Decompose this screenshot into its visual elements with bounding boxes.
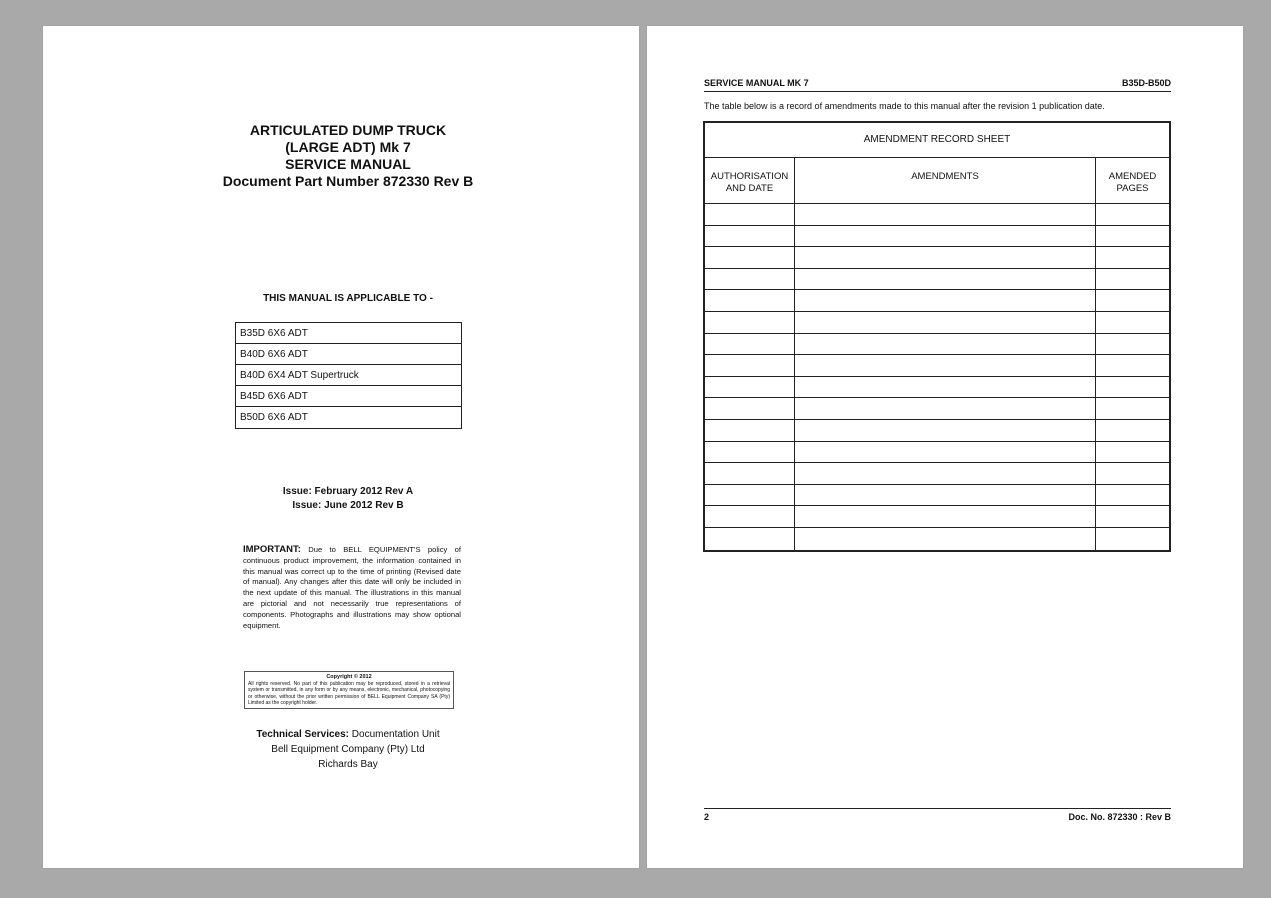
table-row [705, 204, 1169, 226]
table-row [705, 442, 1169, 464]
authorisation-cell [705, 463, 795, 484]
pages-cell [1096, 226, 1169, 247]
page-footer [704, 808, 1171, 822]
pages-cell [1096, 398, 1169, 419]
authorisation-cell [705, 312, 795, 333]
amendments-cell [795, 485, 1096, 506]
applicable-heading: THIS MANUAL IS APPLICABLE TO - [263, 293, 433, 304]
col-authorisation-header: AUTHORISATION AND DATE [705, 158, 795, 203]
pages-cell [1096, 247, 1169, 268]
authorisation-cell [705, 247, 795, 268]
amendments-cell [795, 398, 1096, 419]
authorisation-cell [705, 290, 795, 311]
authorisation-cell [705, 355, 795, 376]
authorisation-cell [705, 204, 795, 225]
amendments-cell [795, 290, 1096, 311]
table-row [705, 420, 1169, 442]
authorisation-cell [705, 398, 795, 419]
issue-line: Issue: February 2012 Rev A [282, 486, 414, 497]
pages-cell [1096, 204, 1169, 225]
copyright-title: Copyright © 2012 [326, 674, 372, 680]
tech-line [43, 727, 653, 742]
amendments-cell [795, 334, 1096, 355]
amendments-cell [795, 247, 1096, 268]
cover-page [43, 26, 639, 868]
table-header-row [705, 158, 1169, 204]
pages-cell [1096, 377, 1169, 398]
authorisation-cell [705, 506, 795, 527]
table-row [705, 463, 1169, 485]
tech-location: Richards Bay [318, 759, 378, 770]
col-pages-header: AMENDED PAGES [1108, 171, 1157, 194]
table-row [705, 269, 1169, 291]
amendments-cell [795, 528, 1096, 550]
table-row [705, 528, 1169, 550]
table-row [705, 377, 1169, 399]
table-title: AMENDMENT RECORD SHEET [705, 123, 1169, 158]
page-number: 2 [704, 812, 710, 822]
copyright-box [244, 671, 454, 709]
amendments-cell [795, 377, 1096, 398]
pages-cell [1096, 355, 1169, 376]
header-title: SERVICE MANUAL MK 7 [704, 78, 809, 88]
authorisation-cell [705, 442, 795, 463]
amendments-cell [795, 420, 1096, 441]
amendment-table [703, 121, 1171, 552]
authorisation-cell [705, 269, 795, 290]
table-row [705, 247, 1169, 269]
page-header [704, 78, 1171, 92]
header-models: B35D-B50D [1121, 78, 1171, 88]
amendments-cell [795, 355, 1096, 376]
pages-cell [1096, 420, 1169, 441]
copyright-text: All rights reserved. No part of this publication may be reproduced, stored in a retrieval system or transmitted, in any form or by any means, electronic, mechanical, photocopying or otherwise, without the prior written permission of BELL Equipment Company SA (Pty) Limited as the copyright holder. [248, 681, 450, 706]
authorisation-cell [705, 420, 795, 441]
doc-number: Doc. No. 872330 : Rev B [1068, 812, 1171, 822]
authorisation-cell [705, 226, 795, 247]
table-row [705, 398, 1169, 420]
tech-unit: Documentation Unit [351, 729, 440, 740]
title-line: SERVICE MANUAL [285, 156, 411, 172]
amendments-cell [795, 442, 1096, 463]
title-line: Document Part Number 872330 Rev B [222, 173, 474, 189]
technical-services [43, 727, 653, 772]
table-body [705, 204, 1169, 550]
pages-cell [1096, 506, 1169, 527]
model-row: B50D 6X6 ADT [240, 412, 308, 423]
amendments-cell [795, 312, 1096, 333]
pages-cell [1096, 312, 1169, 333]
table-row [705, 334, 1169, 356]
pages-cell [1096, 485, 1169, 506]
title-line: (LARGE ADT) Mk 7 [285, 139, 411, 155]
important-notice [243, 545, 461, 631]
amendments-cell [795, 269, 1096, 290]
authorisation-cell [705, 485, 795, 506]
pages-cell [1096, 463, 1169, 484]
table-row [705, 312, 1169, 334]
issue-line: Issue: June 2012 Rev B [292, 500, 404, 511]
table-row [705, 506, 1169, 528]
manual-title [43, 122, 653, 190]
tech-label: Technical Services: [256, 729, 350, 740]
pages-cell [1096, 528, 1169, 550]
pages-cell [1096, 269, 1169, 290]
pages-cell [1096, 442, 1169, 463]
amendments-cell [795, 226, 1096, 247]
pages-cell [1096, 290, 1169, 311]
model-row: B45D 6X6 ADT [236, 386, 461, 407]
amendments-cell [795, 204, 1096, 225]
intro-text: The table below is a record of amendments made to this manual after the revision 1 publication date. [704, 101, 1105, 111]
important-text: Due to BELL EQUIPMENT'S policy of continuous product improvement, the information contained in this manual was correct up to the time of printing (Revised date of manual). Any changes after this date will only be included in the next update of this manual. The illustrations in this manual are pictorial and not necessarily true representations of components. Photographs and illustrations may show optional equipment. [243, 545, 461, 630]
model-row: B40D 6X4 ADT Supertruck [236, 365, 461, 386]
table-row [705, 290, 1169, 312]
amendments-cell [795, 506, 1096, 527]
issue-dates [43, 485, 653, 513]
table-row [705, 226, 1169, 248]
amendment-page [647, 26, 1243, 868]
authorisation-cell [705, 528, 795, 550]
amendments-cell [795, 463, 1096, 484]
important-lead: IMPORTANT: [243, 544, 301, 555]
title-line: ARTICULATED DUMP TRUCK [249, 122, 447, 138]
table-row [705, 355, 1169, 377]
model-row: B40D 6X6 ADT [236, 344, 461, 365]
pages-cell [1096, 334, 1169, 355]
model-row: B35D 6X6 ADT [236, 323, 461, 344]
tech-company: Bell Equipment Company (Pty) Ltd [271, 744, 425, 755]
authorisation-cell [705, 334, 795, 355]
col-amendments-header: AMENDMENTS [795, 158, 1096, 203]
table-row [705, 485, 1169, 507]
models-table [235, 322, 462, 429]
authorisation-cell [705, 377, 795, 398]
